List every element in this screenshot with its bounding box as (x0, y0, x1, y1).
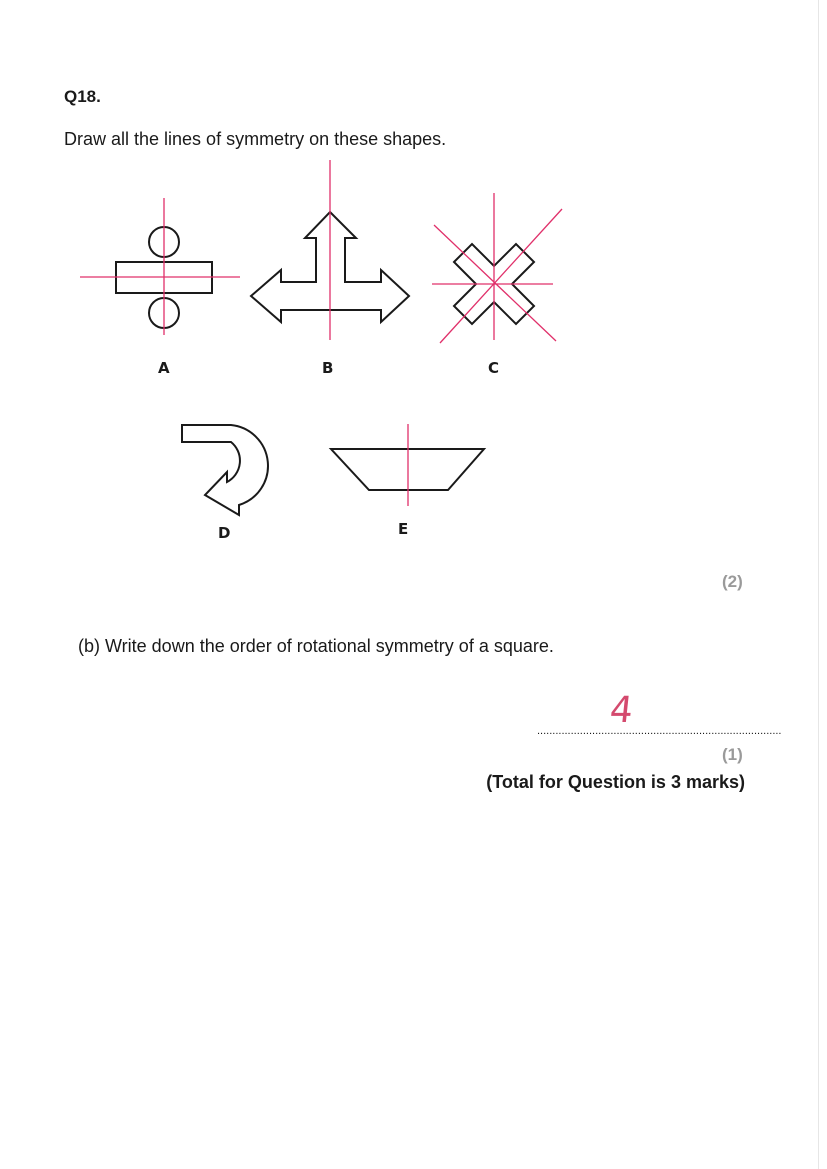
symmetry-shapes-figure (0, 0, 827, 560)
shape-c-diagonal-line-1 (440, 209, 562, 343)
shape-a-label: A (158, 359, 170, 377)
shape-d-label: D (218, 524, 231, 542)
shape-d (182, 425, 268, 515)
shape-e-label: E (398, 520, 409, 538)
answer-dotted-line: ................................................................................ (537, 725, 782, 737)
shape-b-label: B (322, 359, 334, 377)
shape-c (432, 193, 562, 343)
shape-d-outline (182, 425, 268, 515)
question-number: Q18. (64, 87, 101, 106)
question-instruction: Draw all the lines of symmetry on these shapes. (64, 129, 447, 149)
shape-c-diagonal-line-2 (434, 225, 556, 341)
shape-e (331, 424, 484, 506)
question-total-marks: (Total for Question is 3 marks) (486, 772, 745, 792)
part-a-marks: (2) (722, 572, 743, 591)
part-b-handwritten-answer: 4 (607, 690, 636, 731)
shape-b (251, 160, 409, 340)
part-b-marks: (1) (722, 745, 743, 764)
part-b-question: (b) Write down the order of rotational symmetry of a square. (78, 636, 554, 656)
shape-a-symmetry-lines (80, 198, 240, 335)
shape-c-label: C (488, 359, 500, 377)
